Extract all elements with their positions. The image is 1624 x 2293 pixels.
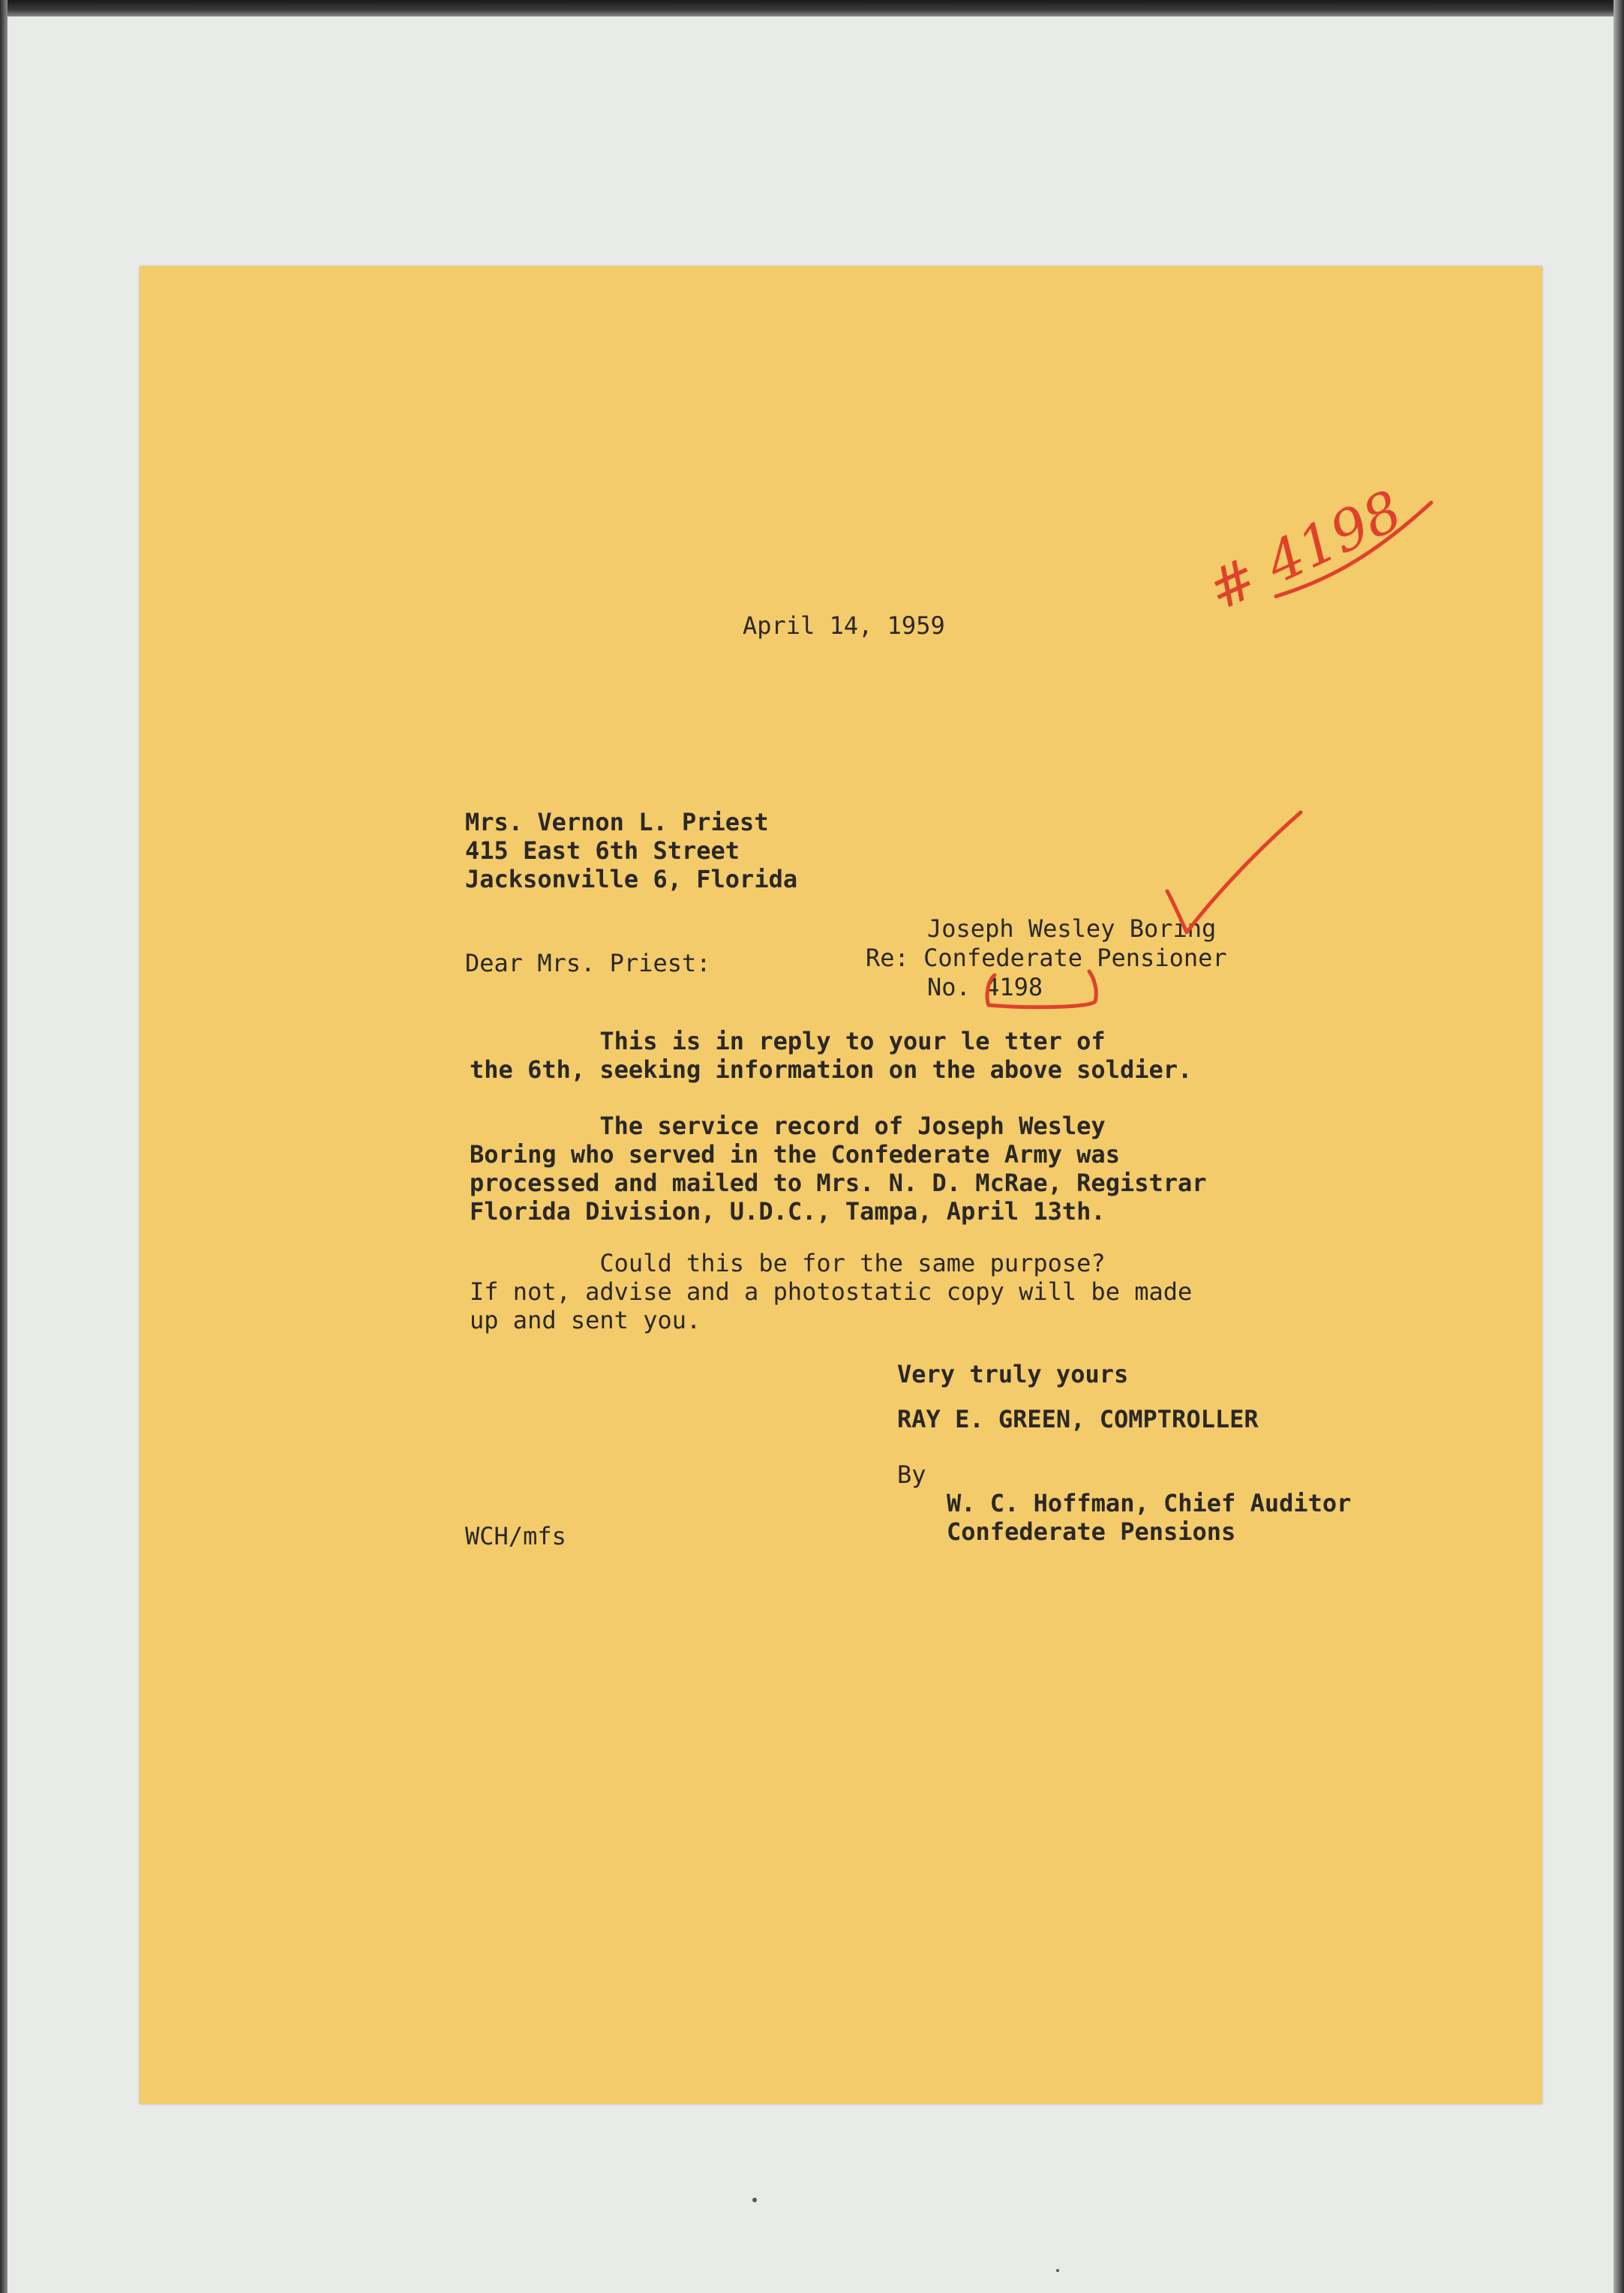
closing: Very truly yours (897, 1360, 1129, 1388)
signer-dept: Confederate Pensions (947, 1517, 1236, 1546)
scan-top-edge (0, 0, 1624, 17)
reference-re-line: Re: Confederate Pensioner (866, 944, 1227, 972)
paragraph-2-line: Florida Division, U.D.C., Tampa, April 13th. (470, 1197, 1106, 1226)
reference-subject: Joseph Wesley Boring (927, 914, 1217, 943)
signatory-org: RAY E. GREEN, COMPTROLLER (897, 1405, 1259, 1433)
paragraph-1-line: This is in reply to your le tter of (470, 1027, 1106, 1055)
typist-initials: WCH/mfs (465, 1522, 566, 1550)
reference-number: No. 4198 (927, 973, 1043, 1001)
scan-speck (752, 2198, 757, 2202)
scan-right-edge (1613, 0, 1624, 2293)
recipient-name: Mrs. Vernon L. Priest (465, 808, 769, 836)
letter-date: April 14, 1959 (743, 611, 945, 640)
scan-left-edge (0, 0, 8, 2293)
handwritten-file-number: # 4198 (1198, 478, 1412, 624)
red-pencil-annotations (140, 266, 1542, 2104)
paragraph-3-line: If not, advise and a photostatic copy will be made (470, 1277, 1193, 1306)
paragraph-3-line: Could this be for the same purpose? (470, 1249, 1106, 1277)
recipient-street: 415 East 6th Street (465, 836, 740, 865)
scan-speck (1056, 2269, 1059, 2272)
paragraph-2-line: Boring who served in the Confederate Army was (470, 1140, 1120, 1169)
paragraph-3-line: up and sent you. (470, 1306, 701, 1334)
checkmark-icon (1167, 812, 1301, 932)
number-circle-mark (987, 971, 1096, 1007)
paragraph-1-line: the 6th, seeking information on the above soldier. (470, 1055, 1193, 1084)
salutation: Dear Mrs. Priest: (465, 949, 711, 977)
paragraph-2-line: The service record of Joseph Wesley (470, 1112, 1106, 1140)
letter-page (140, 266, 1542, 2104)
paragraph-2-line: processed and mailed to Mrs. N. D. McRae, Registrar (470, 1169, 1207, 1197)
by-line: By (897, 1460, 926, 1489)
recipient-city: Jacksonville 6, Florida (465, 865, 798, 893)
signer-name: W. C. Hoffman, Chief Auditor (947, 1489, 1352, 1517)
